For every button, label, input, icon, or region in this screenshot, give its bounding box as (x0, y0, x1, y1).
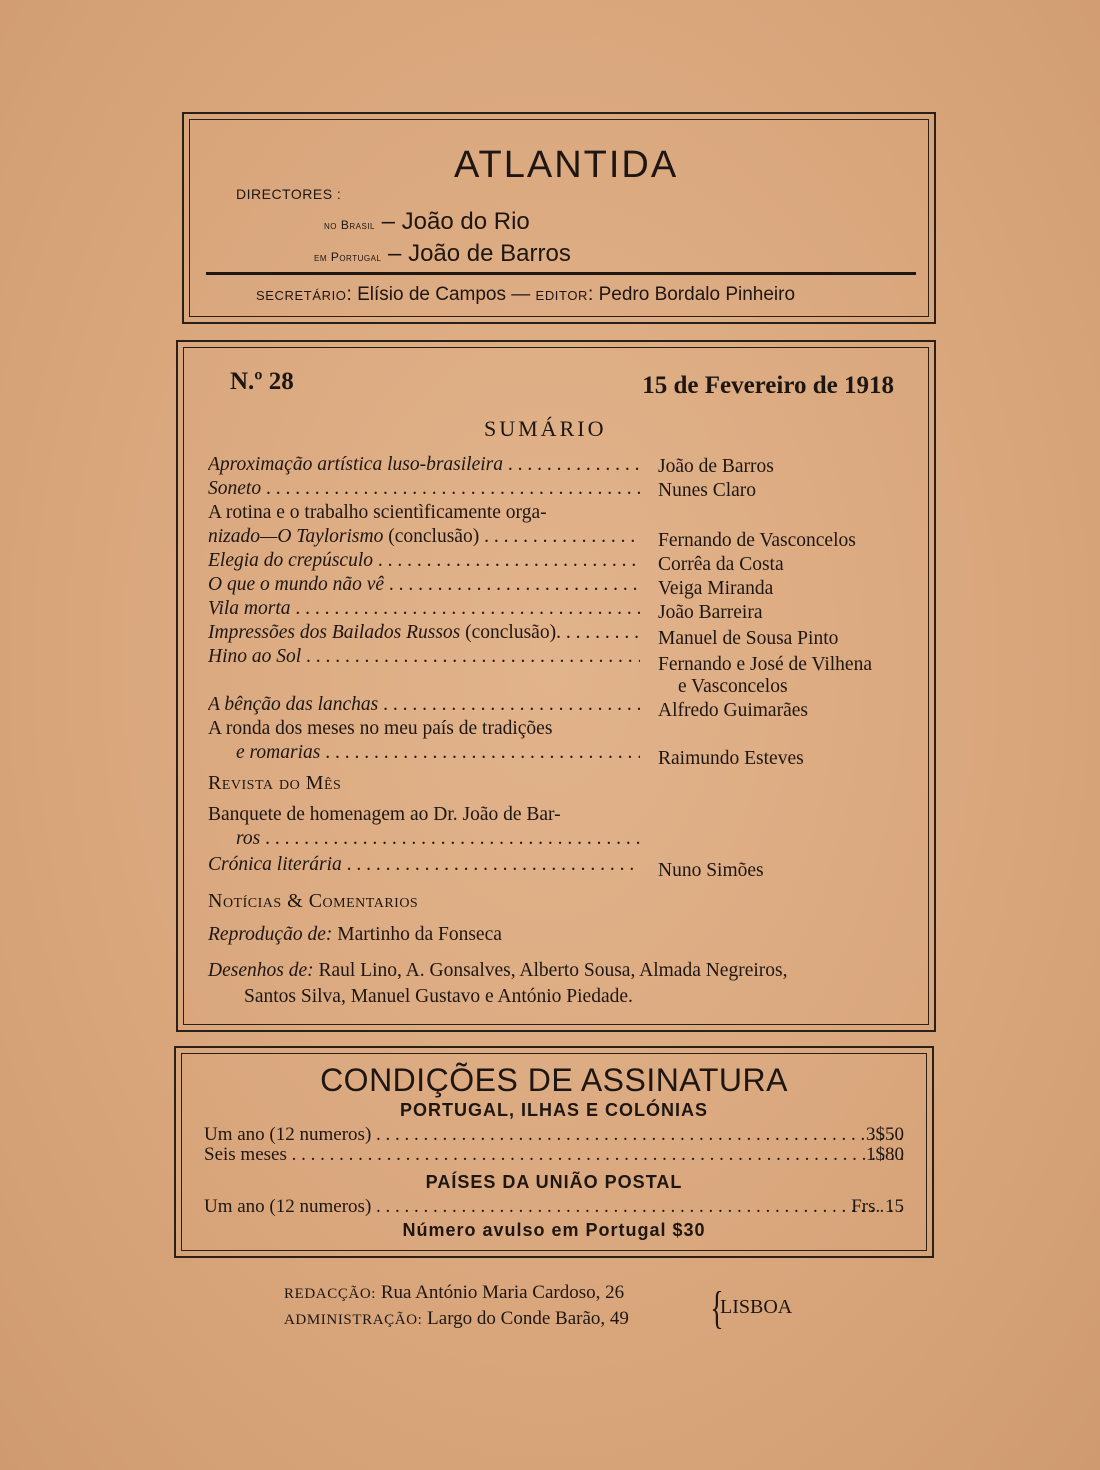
toc-entry-title: Impressões dos Bailados Russos (conclusão). . . . (208, 622, 640, 644)
price-label: Seis meses (204, 1144, 287, 1165)
price-row (204, 1124, 904, 1146)
toc-entry-title: nizado—O Taylorismo (conclusão) . . . (208, 526, 640, 548)
director-portugal-name: João de Barros (408, 240, 571, 267)
director-brasil (324, 208, 530, 236)
single-issue-price: Número avulso em Portugal $30 (402, 1220, 706, 1240)
director-brasil-dash: – (374, 208, 402, 235)
masthead-divider (206, 272, 916, 275)
subscription-region-uniao: PAÍSES DA UNIÃO POSTAL (425, 1172, 683, 1192)
price-value: 1$80 (866, 1144, 904, 1165)
price-value: Frs. 15 (851, 1196, 904, 1217)
price-label: Um ano (12 numeros) (204, 1124, 372, 1145)
price-row (204, 1144, 904, 1166)
summary-heading: SUMÁRIO (484, 416, 607, 441)
toc-section-noticias: Notícias & Comentarios (208, 890, 419, 912)
secretario-label: SECRETÁRIO (256, 288, 347, 303)
subscription-title: CONDIÇÕES DE ASSINATURA (320, 1062, 788, 1098)
editor-name: : Pedro Bordalo Pinheiro (588, 284, 796, 305)
toc-entry-author: Veiga Miranda (658, 578, 774, 599)
toc-entry-title: Hino ao Sol . . . (208, 646, 640, 668)
director-portugal (314, 240, 571, 268)
toc-entry-title: O que o mundo não vê . . . (208, 574, 640, 596)
footer-city: LISBOA (720, 1296, 793, 1318)
price-value: 3$50 (866, 1124, 904, 1145)
subscription-box (174, 1046, 934, 1258)
staff-line (256, 284, 795, 306)
toc-entry-author: Nunes Claro (658, 480, 757, 501)
reproducao-label: Reprodução de: (208, 924, 333, 945)
desenhos-line1: Raul Lino, A. Gonsalves, Alberto Sousa, Almada Negreiros, (313, 960, 788, 981)
toc-entry-title: Aproximação artística luso-brasileira . . . (208, 454, 640, 476)
toc-entry-author: Fernando de Vasconcelos (658, 530, 856, 551)
credits-desenhos (208, 960, 788, 982)
director-brasil-name: João do Rio (401, 208, 530, 235)
subscription-region-portugal: PORTUGAL, ILHAS E COLÓNIAS (399, 1100, 708, 1120)
magazine-title: ATLANTIDA (454, 144, 679, 186)
desenhos-label: Desenhos de: (208, 960, 314, 981)
toc-entry-author: João de Barros (658, 456, 774, 477)
issue-number: N.º 28 (230, 368, 294, 395)
toc-entry-author: Corrêa da Costa (658, 554, 784, 575)
reproducao-name: Martinho da Fonseca (332, 924, 502, 945)
issue-date: 15 de Fevereiro de 1918 (642, 372, 894, 399)
toc-entry-author: Fernando e José de Vilhena (658, 654, 872, 675)
toc-section-revista: Revista do Mês (208, 772, 342, 794)
footer-administracao (284, 1308, 629, 1330)
administracao-label: ADMINISTRAÇÃO: (284, 1312, 423, 1328)
footer-brace: { (710, 1282, 724, 1333)
administracao-address: Largo do Conde Barão, 49 (422, 1308, 629, 1329)
toc-entry-title: A bênção das lanchas . . . (208, 694, 640, 716)
toc-entry-title: Banquete de homenagem ao Dr. João de Bar- (208, 804, 561, 825)
toc-entry-author: Raimundo Esteves (658, 748, 804, 769)
toc-entry-title: Crónica literária . . . (208, 854, 640, 876)
summary-box (176, 340, 936, 1032)
toc-entry-author: João Barreira (658, 602, 763, 623)
toc-entry-title: ros . . . (236, 828, 640, 850)
toc-entry-author: Manuel de Sousa Pinto (658, 628, 839, 649)
footer-redaccao (284, 1282, 624, 1304)
director-brasil-label: no Brasil (324, 218, 375, 232)
price-label: Um ano (12 numeros) (204, 1196, 372, 1217)
toc-entry-author: Alfredo Guimarães (658, 700, 808, 721)
credits-reproducao (208, 924, 502, 946)
redaccao-address: Rua António Maria Cardoso, 26 (376, 1282, 625, 1303)
toc-entry-title: A ronda dos meses no meu país de tradições (208, 718, 553, 739)
toc-entry-author: Nuno Simões (658, 860, 764, 881)
toc-entry-author-cont: e Vasconcelos (678, 676, 788, 697)
toc-entry-title: e romarias . . . (236, 742, 640, 764)
toc-entry-title: Soneto . . . (208, 478, 640, 500)
secretario-name: : Elísio de Campos — (346, 284, 536, 305)
redaccao-label: REDACÇÃO: (284, 1286, 377, 1302)
toc-entry-title: Elegia do crepúsculo . . . (208, 550, 640, 572)
price-row (204, 1196, 904, 1218)
toc-entry-title: A rotina e o trabalho scientìficamente orga- (208, 502, 547, 523)
desenhos-line2: Santos Silva, Manuel Gustavo e António Piedade. (244, 986, 633, 1007)
toc-entry-title: Vila morta . . . (208, 598, 640, 620)
director-portugal-dash: – (381, 240, 409, 267)
editor-label: EDITOR (535, 288, 589, 303)
director-portugal-label: em Portugal (314, 250, 382, 264)
masthead-box (182, 112, 936, 324)
directors-label: DIRECTORES : (236, 186, 342, 202)
